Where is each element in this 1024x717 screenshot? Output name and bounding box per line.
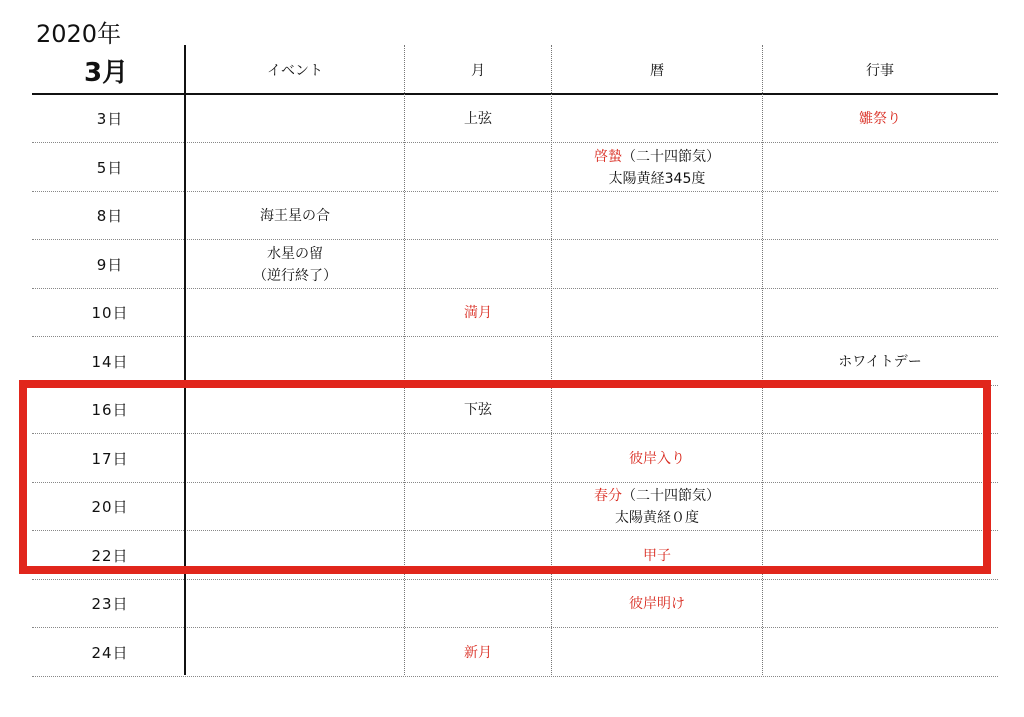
calendar-cell [557,241,757,289]
calendar-cell [557,289,757,337]
header-moon: 月 [471,63,485,79]
day-cell [35,338,185,386]
table-row [32,192,998,240]
moon-cell [408,241,548,289]
table-row [32,580,998,628]
day-label: 23日 [91,595,129,613]
calendar-line [629,593,685,615]
day-cell [35,241,185,289]
moon-text: 下弦 [464,402,492,418]
calendar-text: 彼岸入り [629,450,685,467]
day-label: 3日 [96,110,124,128]
day-label: 14日 [91,352,129,371]
event-cell [190,629,400,677]
moon-cell [408,580,548,628]
event-cell [190,95,400,143]
moon-cell [408,629,548,677]
festival-cell [765,144,995,192]
table-row [32,241,998,289]
header-event: イベント [267,63,323,79]
table-row [32,338,998,386]
day-cell [35,95,185,143]
calendar-text: 彼岸明け [629,596,685,612]
calendar-cell [557,95,757,143]
event-cell [190,144,400,192]
calendar-text: （二十四節気） [622,148,720,165]
moon-text: 新月 [464,644,492,661]
table-row [32,95,998,143]
event-text: 海王星の合 [260,208,330,224]
festival-cell [765,192,995,240]
day-label: 24日 [91,643,129,662]
column-divider [551,45,552,675]
event-cell [190,289,400,337]
table-row [32,289,998,337]
day-cell [35,580,185,628]
calendar-text: 太陽黄経345度 [608,170,706,187]
day-label: 10日 [91,304,129,322]
moon-cell [408,192,548,240]
day-label: 20日 [91,498,129,516]
calendar-cell [557,338,757,386]
moon-cell [408,289,548,337]
day-label: 16日 [91,401,129,419]
event-cell [190,580,400,628]
moon-text: 上弦 [464,111,492,127]
calendar-cell [557,629,757,677]
day-label: 17日 [91,449,129,468]
calendar-cell [557,192,757,240]
calendar-line [609,168,706,190]
event-cell [190,192,400,240]
header-festival: 行事 [866,63,894,79]
festival-text: ホワイトデー [838,353,922,370]
festival-text: 雛祭り [859,111,901,127]
main-vertical-rule [184,45,186,675]
table-row [32,144,998,192]
festival-cell [765,289,995,337]
event-cell [190,241,400,289]
calendar-cell [557,580,757,628]
calendar-line [594,146,720,168]
day-label: 5日 [96,158,124,177]
event-text: 水星の留 [267,245,323,262]
day-label: 22日 [91,546,129,565]
month-label: 3月 [84,58,129,88]
moon-cell [408,338,548,386]
day-cell [35,289,185,337]
event-text: （逆行終了） [253,267,337,284]
table-row [32,629,998,677]
day-label: 9日 [96,255,124,274]
day-cell [35,629,185,677]
calendar-cell [557,144,757,192]
calendar-text: 太陽黄経０度 [615,510,699,526]
column-divider [762,45,763,675]
moon-cell [408,144,548,192]
festival-cell [765,580,995,628]
calendar-text: 啓蟄 [594,148,622,165]
day-cell [35,192,185,240]
calendar-text: （二十四節気） [622,488,720,504]
festival-cell [765,338,995,386]
festival-cell [765,629,995,677]
day-cell [35,144,185,192]
moon-cell [408,95,548,143]
calendar-text: 甲子 [643,547,671,564]
column-divider [404,45,405,675]
moon-text: 満月 [464,305,492,321]
festival-cell [765,95,995,143]
event-cell [190,338,400,386]
day-label: 8日 [96,207,124,225]
header-rule [32,93,998,95]
highlight-box [19,380,991,574]
year-label: 2020年 [36,20,122,48]
festival-cell [765,241,995,289]
calendar-text: 春分 [594,488,622,504]
header-calendar: 暦 [650,63,664,79]
